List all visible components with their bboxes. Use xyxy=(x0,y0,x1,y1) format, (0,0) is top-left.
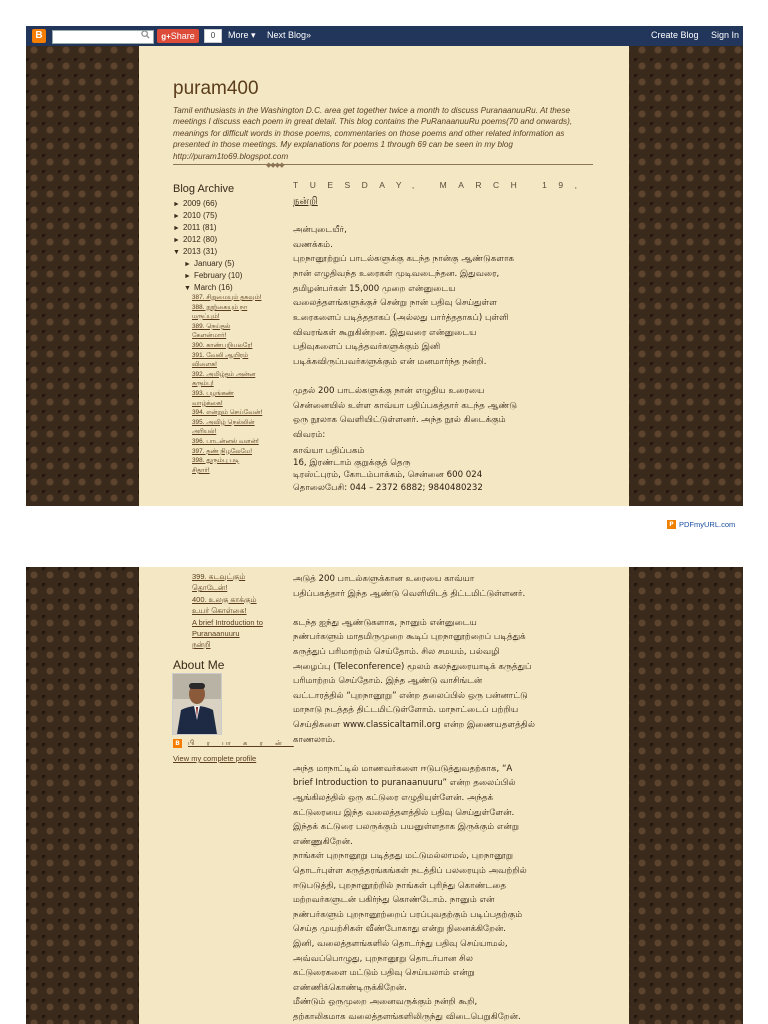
archive-year-label[interactable]: 2010 (75) xyxy=(182,211,218,220)
post-body-line: காணலாம். xyxy=(293,734,336,745)
archive-post-link[interactable]: 400. உலகு காக்கும் xyxy=(192,594,257,604)
archive-post-link[interactable]: மருப்பும்! xyxy=(192,313,220,321)
expand-arrow-icon[interactable]: ► xyxy=(184,273,191,280)
more-menu[interactable]: More ▾ xyxy=(228,30,256,40)
archive-month-label[interactable]: March (16) xyxy=(193,283,233,292)
archive-post-link[interactable]: 389. நெய்தல் xyxy=(192,322,231,330)
create-blog-link[interactable]: Create Blog xyxy=(651,30,699,40)
share-label: Share xyxy=(170,31,195,41)
archive-post-link[interactable]: 398. துரும்பு படி xyxy=(192,457,240,465)
post-body-line: கட்டுரையை இந்த வலைத்தளத்தில் பதிவு செய்துள்ளேன். xyxy=(293,807,515,818)
post-body-line: எண்ணுகிறேன். xyxy=(293,836,353,847)
archive-year-2010[interactable] xyxy=(173,211,217,220)
pdf-page-1 xyxy=(26,26,743,506)
blog-description: Tamil enthusiasts in the Washington D.C. area get together twice a month to discuss PuranaanuuRu. At these meetings I discuss each poem in great detail. This blog contains the PuRanaanuuRu poems(70 and onwards), meanings for difficult words in those poems, commentaries on those poems and other related information as presented in those meetings. My explanations for poems 1 through 69 can be seen in my blog http://puram1to69.blogspot.com xyxy=(173,106,573,161)
archive-post-link[interactable]: விளைக! xyxy=(192,361,217,369)
expand-arrow-icon[interactable]: ► xyxy=(173,225,180,232)
post-body-line: அவ்வப்பொழுது, புறநானூறு தொடர்பான சில xyxy=(293,953,473,964)
post-body-line: ஒரு நூலாக வெளியிட்டுள்ளனர். அந்த நூல் கிடைக்கும் xyxy=(293,415,506,426)
post-body-line: கருத்துப் பரிமாற்றம் செய்தோம். சில சமயம், பல்வழி xyxy=(293,647,500,657)
post-body-line: செய்த முயற்சிகள் வீண்போகாது என்று நினைக்கிறேன். xyxy=(293,924,507,935)
post-body-line: brief Introduction to puranaanuuru” என்ற தலைப்பில் xyxy=(293,778,516,789)
post-body-line: நாங்கள் புறநானூறு படித்தது மட்டுமல்லாமல், புறநானூறு xyxy=(293,851,514,862)
post-body-line: நான் எழுதிவந்த உரைகள் முடிவடைந்தன. இதுவரை, xyxy=(293,268,500,279)
post-body-line: அன்புடையீர், xyxy=(293,225,347,235)
share-count: 0 xyxy=(204,29,222,43)
post-body-line: இந்தக் கட்டுரை பலருக்கும் பயனுள்ளதாக இருக்கும் என்று xyxy=(293,822,520,833)
post-body-line: படிக்கவிருப்பவர்களுக்கும் என் மனமார்ந்த நன்றி. xyxy=(293,356,487,367)
archive-year-label[interactable]: 2009 (66) xyxy=(182,199,218,208)
pdf-icon[interactable]: P xyxy=(667,520,676,529)
archive-post-link[interactable]: 390. காண்பறியலரே! xyxy=(192,342,253,349)
archive-year-2012[interactable] xyxy=(173,235,217,244)
archive-month-label[interactable]: January (5) xyxy=(193,259,235,268)
pdf-page-2 xyxy=(26,567,743,1024)
post-body-line: அழைப்பு (Teleconference) மூலம் கலந்துரையாடிக் கருத்துப் xyxy=(293,661,532,672)
post-body-line: தொடர்புள்ள கருத்தரங்கங்கள் நடத்திப் பலரையும் அவற்றில் xyxy=(293,866,527,876)
navbar-search-input[interactable] xyxy=(52,30,154,44)
collapse-arrow-icon[interactable]: ▼ xyxy=(184,285,191,292)
archive-post-link[interactable]: நன்றி xyxy=(192,640,211,650)
post-body-line: செய்திகளை www.classicaltamil.org என்ற இணையதளத்தில் xyxy=(293,720,535,730)
post-title[interactable]: நன்றி xyxy=(293,196,318,207)
archive-post-link[interactable]: 388. நூற்கையும் நா xyxy=(192,303,248,311)
post-body-line: ஈடுபடுத்தி, புறநானூற்றில் நாங்கள் புரிந்து கொண்டதை xyxy=(293,880,507,891)
blogger-logo-icon[interactable]: B xyxy=(32,29,46,43)
archive-post-link[interactable]: சிதார்! xyxy=(192,466,210,474)
expand-arrow-icon[interactable]: ► xyxy=(173,213,180,220)
about-me-title: About Me xyxy=(173,658,225,672)
archive-post-link[interactable]: 399. கடவுட்கும் xyxy=(192,572,246,581)
archive-post-link[interactable]: 394. என்றும் செய்வேன்! xyxy=(192,409,263,417)
divider-ornament: ◆◆◆◆ xyxy=(266,161,284,169)
sign-in-link[interactable]: Sign In xyxy=(711,30,740,40)
archive-month-march[interactable] xyxy=(184,283,233,292)
post-body-line: புறநானூற்றுப் பாடல்களுக்கு கடந்த நான்கு ஆண்டுகளாக xyxy=(293,254,515,265)
google-plus-icon: g+ xyxy=(161,32,171,41)
post-body-line: நண்பர்களும் மாதமிருமுறை கூடிப் புறநானூற்றைப் படித்துக் xyxy=(293,632,526,643)
search-icon[interactable] xyxy=(141,30,150,41)
archive-post-link[interactable]: உயர் கொள்கை! xyxy=(192,606,247,616)
expand-arrow-icon[interactable]: ► xyxy=(173,201,180,208)
post-body-line: நண்பர்களும் புறநானூற்றைப் பரப்புவதற்கும் படிப்பதற்கும் xyxy=(293,909,523,920)
post-body-line: பதிவுகளைப் படித்தவர்களுக்கும் இனி xyxy=(293,342,441,353)
blogger-navbar xyxy=(26,26,743,46)
archive-post-link[interactable]: அரியல்! xyxy=(192,428,217,436)
archive-post-link[interactable]: 393. பழங்கண் xyxy=(192,390,234,397)
archive-post-link[interactable]: 391. வேலி ஆயிரம் xyxy=(192,351,249,359)
expand-arrow-icon[interactable]: ► xyxy=(173,237,180,244)
archive-year-2011[interactable] xyxy=(173,223,217,232)
archive-post-link[interactable]: Puranaanuuru xyxy=(192,629,240,638)
post-body-line: தமிழன்பர்கள் 15,000 முறை என்னுடைய xyxy=(293,283,456,294)
archive-post-link[interactable]: கரும்பு! xyxy=(192,380,214,388)
post-body-line: வணக்கம். xyxy=(293,239,333,250)
archive-post-link[interactable]: கேளன்மார்! xyxy=(192,332,227,340)
archive-post-link[interactable]: 387. சிறுமையும் தகவும்! xyxy=(192,294,262,301)
post-body-line: வட்டாரத்தில் “புறநானூறு” என்ற தலைப்பில் ஒரு பன்னாட்டு xyxy=(293,690,528,701)
post-body-line: அடுத் 200 பாடல்களுக்கான உரையை காவ்யா xyxy=(293,574,475,584)
archive-year-label[interactable]: 2012 (80) xyxy=(182,235,218,244)
post-body-line: உரைகளைப் படித்ததாகப் (அல்லது பார்த்ததாகப்) புள்ளி xyxy=(293,312,509,323)
date-header: TUESDAY, MARCH 19, xyxy=(293,180,589,190)
archive-month-february[interactable] xyxy=(184,271,242,280)
share-button[interactable] xyxy=(157,29,199,43)
post-body-line: வலைத்தளங்களுக்குச் சென்று நான் பதிவு செய்துள்ள xyxy=(293,298,498,309)
post-body-line: மீண்டும் ஒருமுறை அனைவருக்கும் நன்றி கூறி, xyxy=(293,997,478,1008)
blogger-profile-icon: B xyxy=(173,739,182,748)
post-body-line: விவரங்கள் கூறுகின்றன. இதுவரை என்னுடைய xyxy=(293,327,477,338)
collapse-arrow-icon[interactable]: ▼ xyxy=(173,249,180,256)
post-body-line: முதல் 200 பாடல்களுக்கு நான் எழுதிய உரையை xyxy=(293,386,485,397)
post-body-line: கடந்த ஐந்து ஆண்டுகளாக, நானும் என்னுடைய xyxy=(293,617,477,628)
expand-arrow-icon[interactable]: ► xyxy=(184,261,191,268)
pdfmyurl-link[interactable]: PDFmyURL.com xyxy=(679,520,736,529)
post-body-line: மற்றவர்களுடன் பகிர்ந்து கொண்டோம். நானும் என் xyxy=(293,895,495,906)
archive-post-link[interactable]: தொடேன்! xyxy=(192,583,228,593)
archive-post-link[interactable]: 395. அவிழ் நெல்லின் xyxy=(192,418,255,426)
blog-archive-title: Blog Archive xyxy=(173,183,235,195)
post-body-line: பரிமாற்றம் செய்தோம். இந்த ஆண்டு வாசிங்டன் xyxy=(293,676,483,687)
post-body-line: எண்ணிக்கொண்டிருக்கிறேன். xyxy=(293,982,407,993)
address-line: காவ்யா பதிப்பகம் xyxy=(293,446,365,456)
address-line: தொலைபேசி: 044 – 2372 6882; 9840480232 xyxy=(293,482,483,493)
profile-avatar[interactable] xyxy=(172,673,222,735)
post-body-line: தற்காலிகமாக வலைத்தளங்களிலிருந்து விடைபெறுகிறேன். xyxy=(293,1012,521,1022)
post-body-line: மாநாடு நடத்தத் திட்டமிட்டுள்ளோம். மாநாட்டைப் பற்றிய xyxy=(293,705,519,716)
archive-year-2009[interactable] xyxy=(173,199,217,208)
post-body-line: பதிப்பகத்தார் இந்த ஆண்டு வெளியிடத் திட்டமிட்டுள்ளனர். xyxy=(293,588,526,599)
archive-month-label[interactable]: February (10) xyxy=(193,271,243,280)
post-body-line: ஆங்கிலத்தில் ஒரு கட்டுரை எழுதியுள்ளேன். அந்தக் xyxy=(293,793,494,803)
post-body-line: சென்னையில் உள்ள காவ்யா பதிப்பகத்தார் கடந்த ஆண்டு xyxy=(293,400,518,411)
post-body-line: கட்டுரைகளை மட்டும் பதிவு செய்யலாம் என்று xyxy=(293,968,475,979)
profile-name[interactable]: பிரபாகரன் xyxy=(188,739,294,747)
post-body-line: விவரம்: xyxy=(293,430,326,441)
post-body-line: இனி, வலைத்தளங்களில் தொடர்ந்து பதிவு செய்யாமல், xyxy=(293,939,508,949)
view-profile-link[interactable]: View my complete profile xyxy=(173,754,257,763)
header-divider xyxy=(173,164,593,165)
archive-post-link[interactable]: வாழ்க்கை! xyxy=(192,399,223,407)
archive-post-link[interactable]: 392. அமிழ்தம் அன்ன xyxy=(192,370,256,378)
archive-year-2013[interactable] xyxy=(173,247,217,256)
archive-month-january[interactable] xyxy=(184,259,234,268)
archive-year-label[interactable]: 2013 (31) xyxy=(182,247,218,256)
archive-post-link[interactable]: 397. தண் நிழலேமே! xyxy=(192,447,253,455)
post-body-line: அந்த மாநாட்டில் மாணவர்களை ஈடுபடுத்துவதற்காக, “A xyxy=(293,763,513,774)
archive-post-link[interactable]: 396. பாடன்னல் வளன்! xyxy=(192,438,259,445)
address-line: 16, இரண்டாம் குறுக்குத் தெரு xyxy=(293,458,411,469)
archive-year-label[interactable]: 2011 (81) xyxy=(182,223,217,232)
address-line: டிரஸ்ட்புரம், கோடம்பாக்கம், சென்னை 600 024 xyxy=(293,470,483,481)
next-blog-link[interactable]: Next Blog» xyxy=(267,30,312,40)
archive-post-link[interactable]: A brief Introduction to xyxy=(192,617,263,627)
blog-title[interactable]: puram400 xyxy=(173,78,259,99)
